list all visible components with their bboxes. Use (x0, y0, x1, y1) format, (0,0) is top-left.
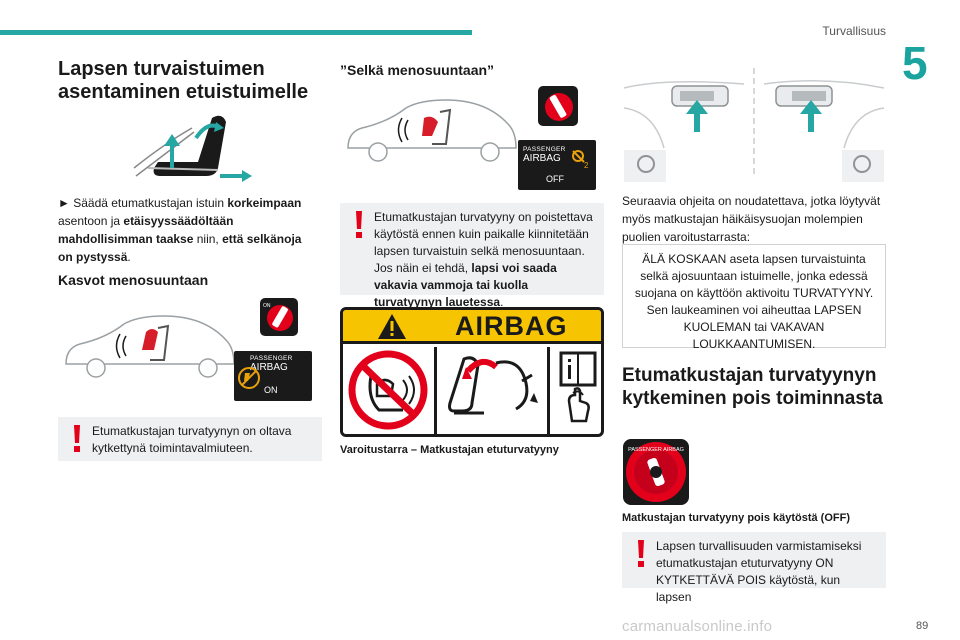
header-accent-bar (0, 30, 472, 35)
col3-warning-box: Lapsen turvallisuuden varmistamiseksi etumatkustajan etuturvatyyny ON KYTKETTÄVÄ POIS käytöstä, kun lapsen (622, 532, 886, 588)
sun-visor-label-illustration (622, 58, 886, 186)
passenger-airbag-on-panel: PASSENGER AIRBAG ON (234, 351, 312, 401)
passenger-airbag-off-panel: PASSENGER AIRBAG 2 OFF (518, 140, 596, 190)
col2-caption: Varoitustarra – Matkustajan etuturvatyyny (340, 444, 559, 456)
prohibition-child-seat-icon (347, 350, 429, 430)
airbag-off-symbol-icon (570, 148, 592, 170)
page-number: 89 (916, 620, 929, 632)
section-title: Turvallisuus (822, 24, 886, 38)
airbag-deploy-panel (440, 347, 550, 434)
col2-heading: ”Selkä menosuuntaan” (340, 62, 495, 78)
airbag-key-switch-on-icon (260, 298, 298, 336)
exclamation-icon (634, 540, 648, 568)
warning-triangle-icon (377, 313, 407, 340)
bullet-icon: ► (58, 196, 70, 210)
airbag-warning-label (340, 307, 604, 437)
watermark: carmanualsonline.info (622, 618, 773, 635)
chapter-number: 5 (902, 37, 928, 89)
car-forward-facing-illustration (62, 312, 238, 382)
col1-warning-box: Etumatkustajan turvatyynyn on oltava kytkettynä toimintavalmiuteen. (58, 417, 322, 461)
child-seat-warning-icon (236, 365, 262, 391)
col3-caption: Matkustajan turvatyyny pois käytöstä (OFF) (622, 512, 850, 524)
svg-text:PASSENGER AIRBAG: PASSENGER AIRBAG (628, 447, 684, 453)
airbag-label-header: AIRBAG (343, 310, 601, 344)
exclamation-icon (70, 425, 84, 453)
svg-text:2: 2 (584, 161, 589, 170)
read-manual-panel (553, 347, 601, 434)
seat-adjust-illustration (128, 110, 258, 188)
col3-notice-box: ÄLÄ KOSKAAN aseta lapsen turvaistuinta selkä ajosuuntaan istuimelle, jonka edessä suojana on käyttöön aktivoitu TURVATYYNY. Sen laukeaminen voi aiheuttaa LAPSEN KUOLEMAN tai VAKAVAN LOUKKAANTUMISEN. (622, 244, 886, 348)
col3-paragraph: Seuraavia ohjeita on noudatettava, jotka löytyvät myös matkustajan häikäisysuojan molempien puolien varoitustarrasta: (622, 194, 881, 244)
airbag-key-switch-off-icon (538, 86, 578, 126)
car-rear-facing-illustration (344, 96, 520, 166)
svg-text:ON: ON (263, 303, 271, 309)
airbag-deploy-icon (446, 353, 544, 429)
airbag-off-switch-icon (622, 438, 692, 506)
no-rear-facing-seat-panel (343, 347, 437, 434)
col3-title: Etumatkustajan turvatyynyn kytkeminen pois toiminnasta (622, 365, 883, 409)
col1-subheading: Kasvot menosuuntaan (58, 272, 209, 288)
col2-warning-box: Etumatkustajan turvatyyny on poistettava käytöstä ennen kuin paikalle kiinnitetään lapsen turvaistuin selkä menosuuntaan. Jos näin ei tehdä, lapsi voi saada vakavia vammoja tai kuolla turvatyynyn lauetessa. (340, 203, 604, 295)
exclamation-icon (352, 211, 366, 239)
col1-instruction: ► Säädä etumatkustajan istuin korkeimpaan asentoon ja etäisyyssäädöltään mahdollisimman taakse niin, että selkänoja on pystyssä. (58, 196, 302, 264)
col1-title: Lapsen turvaistuimen asentaminen etuistuimelle (58, 58, 309, 103)
manual-book-icon (559, 351, 597, 431)
